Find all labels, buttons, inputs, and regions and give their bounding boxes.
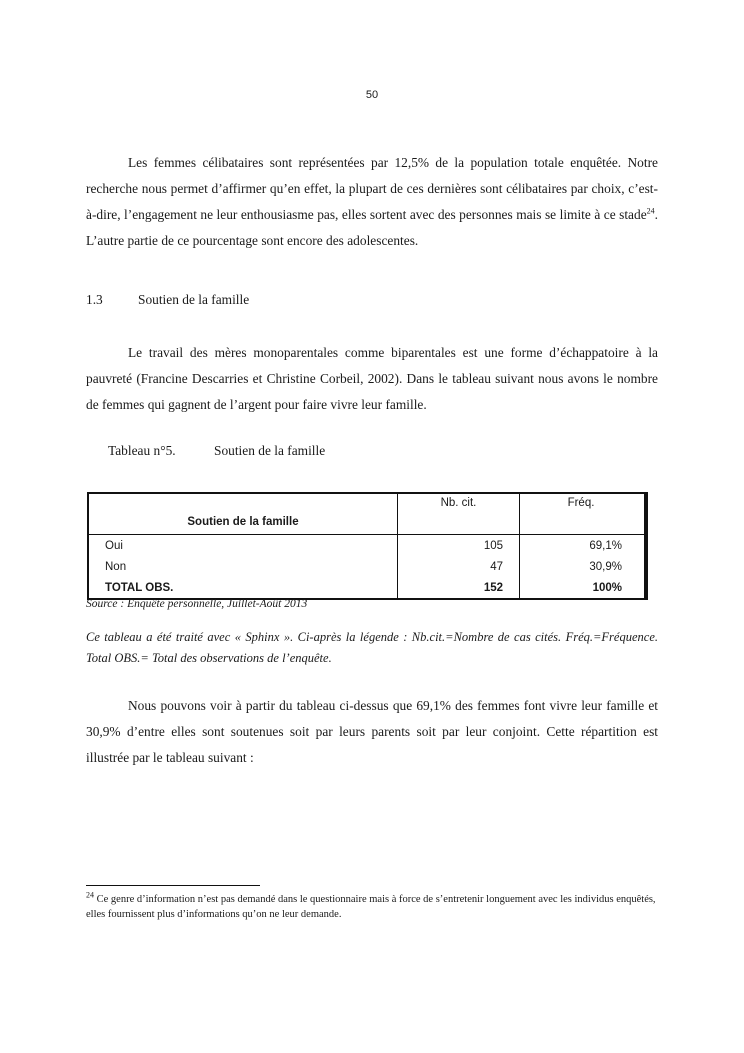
page-number: 50 — [365, 89, 379, 101]
legend-note: Ce tableau a été traité avec « Sphinx ». Ci-après la légende : Nb.cit.=Nombre de cas cités. Fréq.=Fréquence. Total OBS.= Total des observations de l’enquête. — [86, 630, 658, 665]
section-title: Soutien de la famille — [138, 292, 250, 307]
source-note: Source : Enquête personnelle, Juillet-Août 2013 — [86, 598, 308, 610]
footnote-text: Ce genre d’information n’est pas demandé dans le questionnaire mais à force de s’entretenir longuement avec les individus enquêtés, elles fournissent plus d’informations qu’on ne leur demande. — [86, 894, 656, 920]
table-row — [89, 556, 644, 577]
row-label: Non — [89, 556, 398, 577]
footnote-reference: 24 — [646, 206, 655, 216]
total-label: TOTAL OBS. — [89, 577, 398, 598]
total-freq: 100% — [592, 581, 622, 594]
section-number: 1.3 — [86, 292, 103, 307]
table-header-freq: Fréq. — [567, 497, 595, 509]
paragraph-text: Les femmes célibataires sont représentées par 12,5% de la population totale enquêtée. Notre recherche nous permet d’affirmer qu’en effet, la plupart de ces dernières sont célibataires par choix, c’est-à-dire, l’engagement ne leur enthousiasme pas, elles sortent avec des personnes mais se limite à ce stade — [86, 155, 658, 222]
data-table — [87, 492, 648, 600]
table-caption — [108, 443, 325, 459]
table-header-main: Soutien de la famille — [89, 494, 398, 534]
paragraph-text: Nous pouvons voir à partir du tableau ci-dessus que 69,1% des femmes font vivre leur famille et 30,9% d’entre elles sont soutenues soit par leurs parents soit par leur conjoint. Cette répartition est illustrée par le tableau suivant : — [86, 698, 658, 765]
row-freq: 69,1% — [589, 539, 622, 552]
paragraph-travail — [86, 340, 658, 418]
paragraph-celibataires — [86, 150, 658, 254]
paragraph-repartition — [86, 693, 658, 771]
footnote-divider — [86, 885, 260, 886]
table-total-row — [89, 577, 644, 598]
row-label: Oui — [89, 535, 398, 556]
total-count: 152 — [398, 577, 520, 598]
table-header-row — [89, 494, 644, 535]
paragraph-text: Le travail des mères monoparentales comme biparentales est une forme d’échappatoire à la pauvreté (Francine Descarries et Christine Corbeil, 2002). Dans le tableau suivant nous avons le nombre de femmes qui gagnent de l’argent pour faire vivre leur famille. — [86, 345, 658, 412]
table-title: Soutien de la famille — [214, 443, 326, 458]
footnote-number: 24 — [86, 890, 94, 900]
row-count: 105 — [398, 535, 520, 556]
table-header-count: Nb. cit. — [398, 494, 520, 534]
row-count: 47 — [398, 556, 520, 577]
section-heading — [86, 292, 249, 308]
row-freq: 30,9% — [589, 560, 622, 573]
table-row — [89, 535, 644, 556]
table-number: Tableau n°5. — [108, 443, 176, 458]
footnote — [86, 892, 666, 922]
paragraph-text-end: . L’autre partie de ce pourcentage sont encore des adolescentes. — [86, 207, 658, 248]
